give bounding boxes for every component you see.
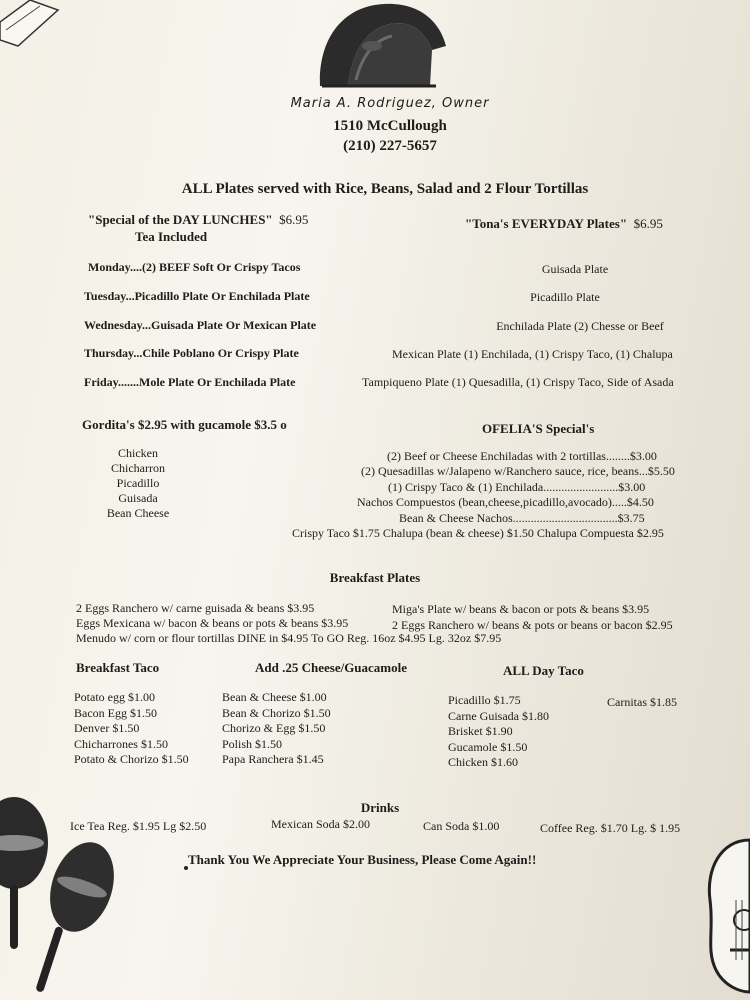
ofelia-item: (2) Beef or Cheese Enchiladas with 2 tortillas........$3.00	[387, 449, 657, 463]
drink-item: Ice Tea Reg. $1.95 Lg $2.50	[70, 819, 207, 833]
maracas-icon	[0, 795, 115, 1000]
drinks-title: Drinks	[360, 800, 400, 815]
gordita-item: Chicken	[118, 446, 158, 460]
add-cheese-item: Polish $1.50	[222, 736, 283, 751]
add-cheese-item: Bean & Cheese $1.00	[222, 690, 327, 704]
breakfast-taco-item: Chicharrones $1.50	[74, 736, 168, 751]
all-day-taco-item: Gucamole $1.50	[448, 739, 528, 754]
owner-name: Maria A. Rodriguez, Owner	[290, 96, 490, 111]
everyday-item: Guisada Plate	[541, 262, 609, 276]
lunch-item: Friday.......Mole Plate Or Enchilada Plate	[84, 375, 296, 389]
everyday-item: Tampiqueno Plate (1) Quesadilla, (1) Crispy Taco, Side of Asada	[362, 375, 674, 389]
all-day-taco-item: Carne Guisada $1.80	[448, 708, 549, 723]
ofelia-item: (1) Crispy Taco & (1) Enchilada.........................$3.00	[388, 480, 646, 494]
drink-item: Mexican Soda $2.00	[271, 817, 370, 831]
add-cheese-item: Chorizo & Egg $1.50	[222, 721, 326, 735]
all-day-taco-list	[448, 693, 549, 771]
corner-decoration-icon	[0, 0, 60, 50]
plates-note: ALL Plates served with Rice, Beans, Salad and 2 Flour Tortillas	[181, 181, 589, 197]
everyday-item: Picadillo Plate	[530, 290, 600, 304]
ofelia-specials-title: OFELIA'S Special's	[482, 421, 595, 436]
gordita-item: Chicharron	[111, 461, 165, 475]
ofelia-item: Bean & Cheese Nachos...................................$3.75	[399, 511, 645, 525]
lunch-item: Monday....(2) BEEF Soft Or Crispy Tacos	[88, 260, 301, 274]
everyday-plates-price: $6.95	[633, 216, 663, 231]
all-day-taco-title: ALL Day Taco	[503, 663, 584, 678]
breakfast-plate-item: 2 Eggs Ranchero w/ carne guisada & beans $3.95	[76, 601, 315, 615]
footer-thank-you: Thank You We Appreciate Your Business, Please Come Again!!	[188, 852, 537, 867]
breakfast-plate-item: Miga's Plate w/ beans & bacon or pots & beans $3.95	[392, 602, 650, 616]
drink-item: Coffee Reg. $1.70 Lg. $ 1.95	[540, 821, 681, 835]
lunch-specials-title: "Special of the DAY LUNCHES" $6.95	[88, 212, 309, 227]
lunch-item: Thursday...Chile Poblano Or Crispy Plate	[84, 346, 299, 360]
gordita-item: Bean Cheese	[106, 506, 170, 520]
add-cheese-item: Papa Ranchera $1.45	[222, 752, 324, 766]
gorditas-list	[80, 446, 196, 521]
gordita-item: Picadillo	[116, 476, 160, 490]
breakfast-plate-item: 2 Eggs Ranchero w/ beans & pots or beans or bacon $2.95	[392, 618, 673, 632]
add-cheese-title: Add .25 Cheese/Guacamole	[255, 660, 408, 675]
add-cheese-item: Bean & Chorizo $1.50	[222, 705, 331, 720]
lunch-item: Tuesday...Picadillo Plate Or Enchilada Plate	[84, 289, 310, 303]
everyday-item: Mexican Plate (1) Enchilada, (1) Crispy Taco, (1) Chalupa	[392, 347, 673, 361]
all-day-taco-extra: Carnitas $1.85	[607, 695, 677, 709]
guitar-icon	[700, 800, 750, 1000]
ofelia-item: (2) Quesadillas w/Jalapeno w/Ranchero sauce, rice, beans...$5.50	[361, 464, 675, 478]
everyday-plates-title: "Tona's EVERYDAY Plates" $6.95	[465, 216, 663, 231]
lunch-item: Wednesday...Guisada Plate Or Mexican Plate	[84, 318, 317, 332]
ofelia-item: Crispy Taco $1.75 Chalupa (bean & cheese) $1.50 Chalupa Compuesta $2.95	[292, 526, 664, 540]
ofelia-item: Nachos Compuestos (bean,cheese,picadillo,avocado).....$4.50	[357, 495, 654, 509]
breakfast-taco-item: Potato & Chorizo $1.50	[74, 752, 189, 766]
gordita-item: Guisada	[118, 491, 158, 505]
menudo-item: Menudo w/ corn or flour tortillas DINE in $4.95 To GO Reg. 16oz $4.95 Lg. 32oz $7.95	[76, 631, 502, 645]
lunch-specials-price: $6.95	[279, 212, 309, 227]
breakfast-taco-title: Breakfast Taco	[76, 660, 160, 675]
breakfast-plates-title: Breakfast Plates	[329, 570, 421, 585]
drink-item: Can Soda $1.00	[423, 819, 500, 833]
all-day-taco-item: Chicken $1.60	[448, 755, 518, 769]
breakfast-taco-item: Denver $1.50	[74, 721, 140, 735]
add-cheese-list	[222, 690, 331, 768]
breakfast-taco-item: Potato egg $1.00	[74, 690, 155, 704]
footer-bullet	[184, 866, 188, 870]
breakfast-plate-item: Eggs Mexicana w/ bacon & beans or pots & beans $3.95	[76, 616, 349, 630]
phone-number: (210) 227-5657	[343, 138, 437, 154]
gorditas-title: Gordita's $2.95 with gucamole $3.5 o	[82, 417, 287, 432]
all-day-taco-item: Brisket $1.90	[448, 724, 513, 738]
taco-icon	[312, 0, 452, 92]
breakfast-taco-list	[74, 690, 189, 768]
address: 1510 McCullough	[333, 118, 447, 134]
all-day-taco-item: Picadillo $1.75	[448, 693, 521, 707]
breakfast-taco-item: Bacon Egg $1.50	[74, 705, 157, 720]
lunch-specials-subtitle: Tea Included	[135, 229, 208, 244]
everyday-item: Enchilada Plate (2) Chesse or Beef	[496, 319, 664, 333]
